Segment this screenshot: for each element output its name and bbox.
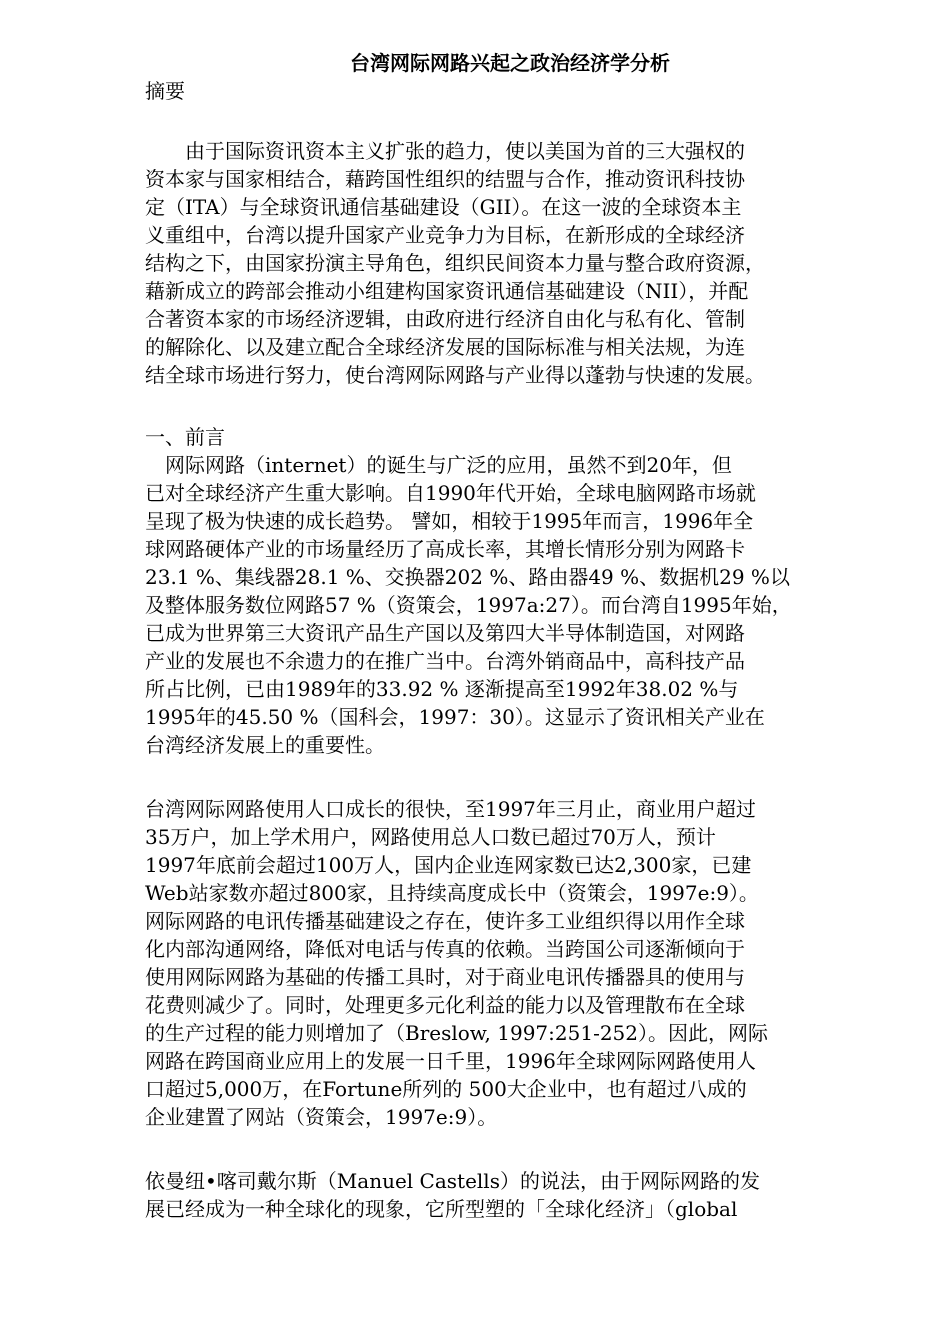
section1-line: 及整体服务数位网路57 %（资策会，1997a:27）。而台湾自1995年始， <box>145 593 792 617</box>
para2-line: 企业建置了网站（资策会，1997e:9）。 <box>145 1105 498 1129</box>
para2-line: 1997年底前会超过100万人，国内企业连网家数已达2,300家，已建 <box>145 853 752 877</box>
section1-line: 网际网路（internet）的诞生与广泛的应用，虽然不到20年，但 <box>145 453 732 477</box>
abstract-line: 结构之下，由国家扮演主导角色，组织民间资本力量与整合政府资源， <box>145 251 765 275</box>
abstract-line: 义重组中，台湾以提升国家产业竞争力为目标，在新形成的全球经济 <box>145 223 745 247</box>
section1-line: 球网路硬体产业的市场量经历了高成长率，其增长情形分别为网路卡 <box>145 537 745 561</box>
para2-line: 口超过5,000万，在Fortune所列的 500大企业中，也有超过八成的 <box>145 1077 747 1101</box>
section1-line: 台湾经济发展上的重要性。 <box>145 733 385 757</box>
section1-line: 已成为世界第三大资讯产品生产国以及第四大半导体制造国，对网路 <box>145 621 745 645</box>
abstract-line: 资本家与国家相结合，藉跨国性组织的结盟与合作，推动资讯科技协 <box>145 167 745 191</box>
para2-line: Web站家数亦超过800家，且持续高度成长中（资策会，1997e:9）。 <box>145 881 759 905</box>
abstract-line: 结全球市场进行努力，使台湾网际网路与产业得以蓬勃与快速的发展。 <box>145 363 765 387</box>
section-heading: 一、前言 <box>145 425 225 449</box>
abstract-heading: 摘要 <box>145 79 185 103</box>
abstract-line: 的解除化、以及建立配合全球经济发展的国际标准与相关法规，为连 <box>145 335 745 359</box>
para2-line: 35万户，加上学术用户，网路使用总人口数已超过70万人，预计 <box>145 825 716 849</box>
para2-line: 化内部沟通网络，降低对电话与传真的依赖。当跨国公司逐渐倾向于 <box>145 937 745 961</box>
section1-line: 已对全球经济产生重大影响。自1990年代开始，全球电脑网路市场就 <box>145 481 756 505</box>
section1-line: 23.1 %、集线器28.1 %、交换器202 %、路由器49 %、数据机29 %以 <box>145 565 790 589</box>
section1-line: 所占比例，已由1989年的33.92 % 逐渐提高至1992年38.02 %与 <box>145 677 739 701</box>
para2-line: 花费则减少了。同时，处理更多元化利益的能力以及管理散布在全球 <box>145 993 745 1017</box>
abstract-line: 定（ITA）与全球资讯通信基础建设（GII）。在这一波的全球资本主 <box>145 195 742 219</box>
para3-line: 展已经成为一种全球化的现象，它所型塑的「全球化经济」（global <box>145 1197 738 1221</box>
section1-line: 1995年的45.50 %（国科会，1997：30）。这显示了资讯相关产业在 <box>145 705 765 729</box>
para3-line: 依曼纽•喀司戴尔斯（Manuel Castells）的说法，由于网际网路的发 <box>145 1169 760 1193</box>
document-title: 台湾网际网路兴起之政治经济学分析 <box>350 51 670 75</box>
para2-line: 的生产过程的能力则增加了（Breslow, 1997:251-252）。因此，网际 <box>145 1021 768 1045</box>
para2-line: 网路在跨国商业应用上的发展一日千里，1996年全球网际网路使用人 <box>145 1049 756 1073</box>
abstract-line: 藉新成立的跨部会推动小组建构国家资讯通信基础建设（NII），并配 <box>145 279 749 303</box>
abstract-line: 由于国际资讯资本主义扩张的趋力，使以美国为首的三大强权的 <box>145 139 745 163</box>
section1-line: 呈现了极为快速的成长趋势。 譬如，相较于1995年而言，1996年全 <box>145 509 754 533</box>
section1-line: 产业的发展也不余遗力的在推广当中。台湾外销商品中，高科技产品 <box>145 649 745 673</box>
para2-line: 网际网路的电讯传播基础建设之存在，使许多工业组织得以用作全球 <box>145 909 745 933</box>
para2-line: 台湾网际网路使用人口成长的很快，至1997年三月止，商业用户超过 <box>145 797 756 821</box>
abstract-line: 合著资本家的市场经济逻辑，由政府进行经济自由化与私有化、管制 <box>145 307 745 331</box>
para2-line: 使用网际网路为基础的传播工具时，对于商业电讯传播器具的使用与 <box>145 965 745 989</box>
